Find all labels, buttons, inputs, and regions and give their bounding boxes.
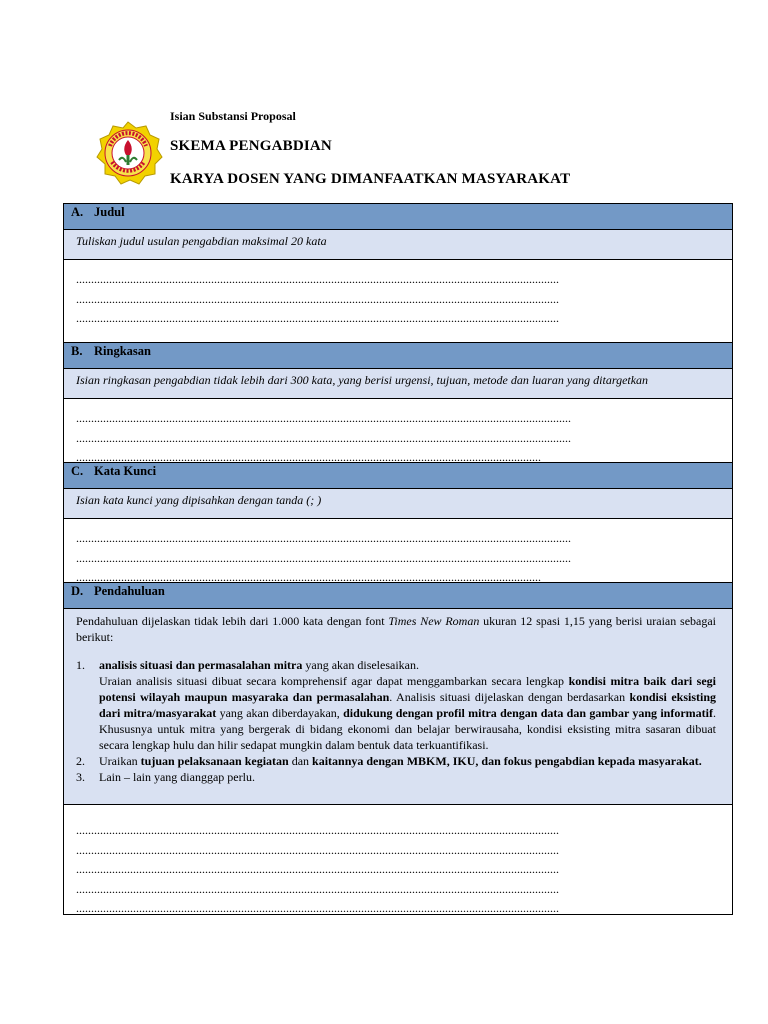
section-title: Judul [94, 205, 125, 219]
fill-line: ..................................................................................................................................................................... [76, 550, 571, 565]
form-title-line1: SKEMA PENGABDIAN [170, 138, 332, 154]
section-letter: C. [71, 464, 84, 478]
form-title-line2: KARYA DOSEN YANG DIMANFAATKAN MASYARAKAT [170, 171, 571, 187]
fill-line: ..................................................................................................................................................................... [76, 411, 571, 425]
fill-line: ................................................................................................................................................................. [76, 842, 559, 857]
fill-line: ................................................................................................................................................................. [76, 881, 559, 896]
section-title: Pendahuluan [94, 584, 165, 598]
fill-line: ........................................................................................................................................................... [76, 450, 541, 464]
section-d-fill-area[interactable] [64, 805, 732, 914]
fill-line: ................................................................................................................................................................. [76, 862, 559, 876]
section-c-fill-area[interactable] [64, 519, 732, 583]
pendahuluan-intro: Pendahuluan dijelaskan tidak lebih dari 1.000 kata dengan font Times New Roman ukuran 12 spasi 1,15 yang berisi uraian sebagai berikut: [76, 614, 717, 644]
list-item: 2. Uraikan tujuan pelaksanaan kegiatan dan kaitannya dengan MBKM, IKU, dan fokus pengabdian kepada masyarakat. [76, 754, 702, 768]
fill-line: ................................................................................................................................................................. [76, 823, 559, 837]
fill-line: ................................................................................................................................................................. [76, 291, 559, 306]
section-letter: D. [71, 584, 84, 598]
university-logo [93, 120, 163, 186]
section-d-instruction [64, 609, 732, 805]
fill-line: ................................................................................................................................................................. [76, 901, 559, 915]
section-letter: B. [71, 344, 83, 358]
section-title: Ringkasan [94, 344, 151, 358]
section-c-instruction: Isian kata kunci yang dipisahkan dengan tanda (; ) [64, 489, 732, 519]
fill-line: ................................................................................................................................................................. [76, 272, 559, 286]
section-a-fill-area[interactable] [64, 260, 732, 343]
list-item: 1. analisis situasi dan permasalahan mitra yang akan diselesaikan. Uraian analisis situasi dibuat secara komprehensif agar dapat menggambarkan secara lengkap kondisi mitra baik dari segi potensi wilayah maupun masyaraka dan permasalahan. Analisis situasi dijelaskan dengan berdasarkan kondisi eksisting dari mitra/masyarakat yang akan diberdayakan, didukung dengan profil mitra dengan data dan gambar yang informatif. Khususnya untuk mitra yang bergerak di bidang ekonomi dan belajar berwirausaha, kondisi eksisting mitra sasaran dibuat secara lengkap hulu dan hilir sedapat mungkin dalam bentuk data terkuantifikasi. [76, 658, 717, 752]
section-letter: A. [71, 205, 84, 219]
proposal-form [63, 203, 733, 915]
fill-line: ..................................................................................................................................................................... [76, 531, 571, 545]
instruction-list [76, 657, 716, 785]
section-title: Kata Kunci [94, 464, 157, 478]
fill-line: ................................................................................................................................................................. [76, 311, 559, 325]
section-b-instruction: Isian ringkasan pengabdian tidak lebih dari 300 kata, yang berisi urgensi, tujuan, metode dan luaran yang ditargetkan [64, 369, 732, 399]
section-a-header [64, 204, 732, 230]
fill-line: ........................................................................................................................................................... [76, 570, 541, 584]
section-a-instruction: Tuliskan judul usulan pengabdian maksimal 20 kata [64, 230, 732, 260]
list-item: 3. Lain – lain yang dianggap perlu. [76, 770, 255, 784]
section-b-fill-area[interactable] [64, 399, 732, 463]
fill-line: ..................................................................................................................................................................... [76, 430, 571, 445]
font-name: Times New Roman [388, 614, 480, 628]
section-b-header [64, 343, 732, 369]
form-subtitle: Isian Substansi Proposal [170, 109, 296, 123]
